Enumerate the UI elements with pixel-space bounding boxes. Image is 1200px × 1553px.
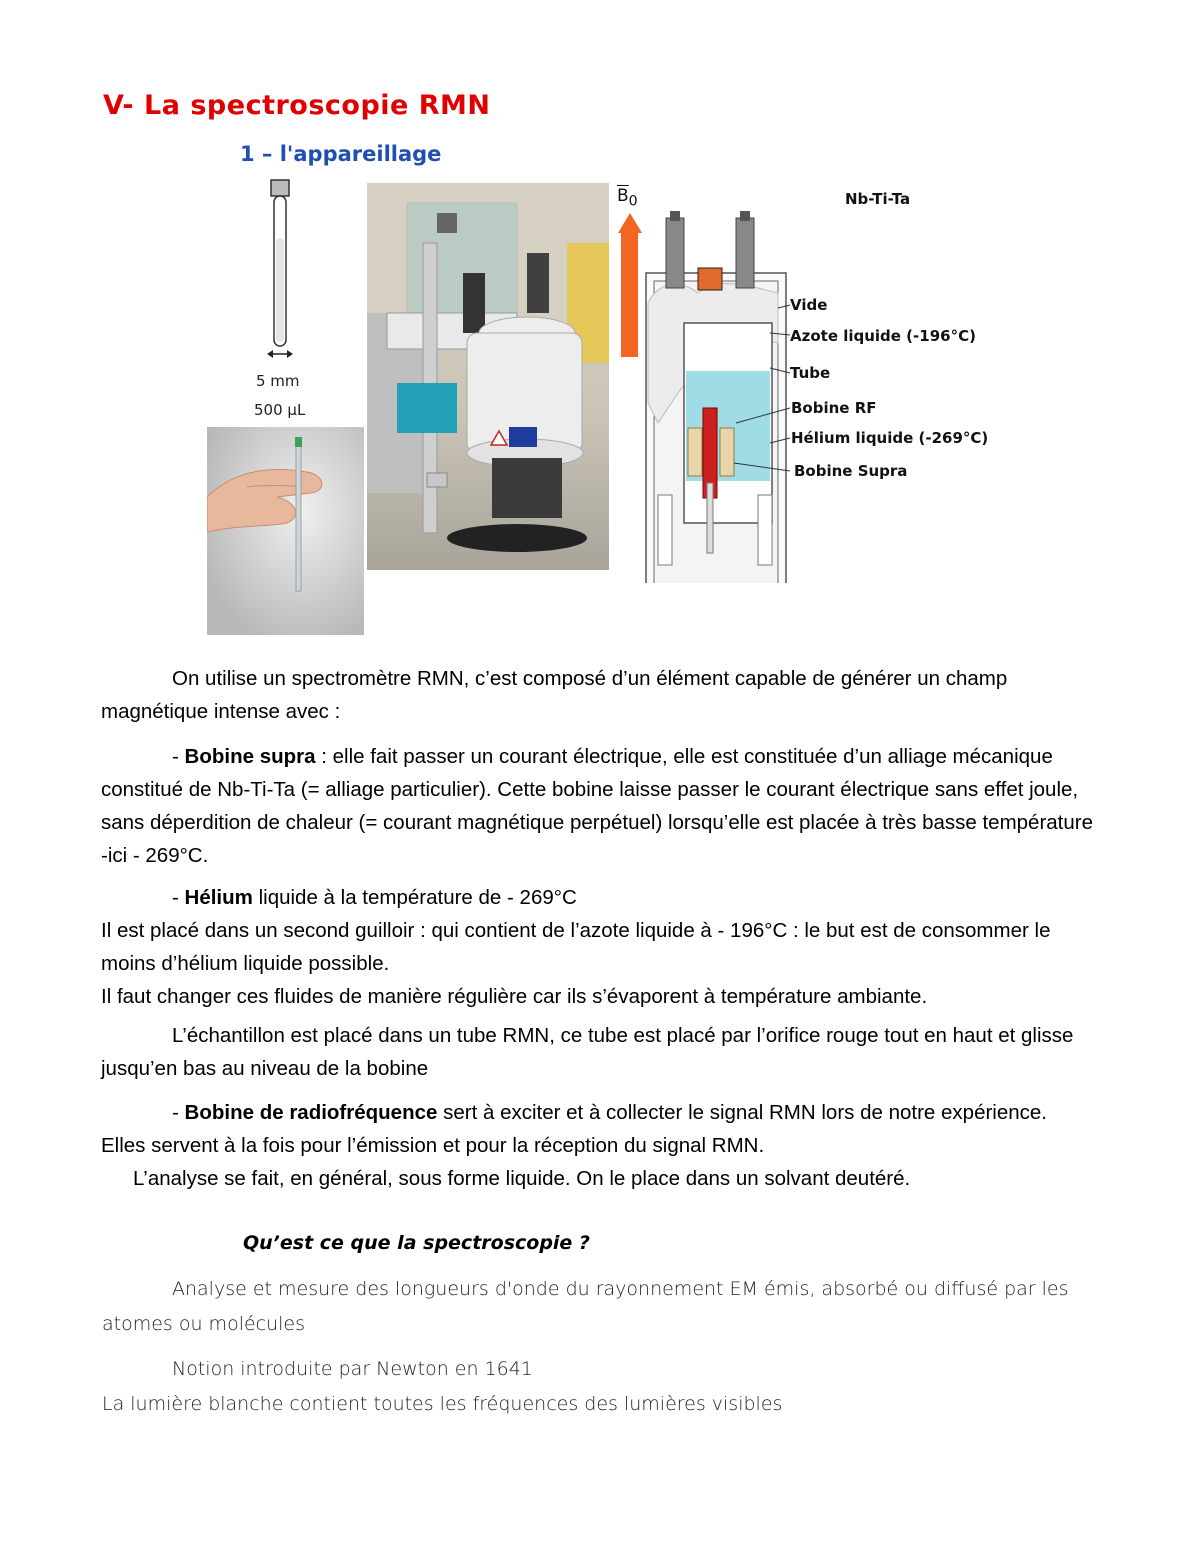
b0-label: $\overline{B}_0$: [617, 186, 638, 210]
tube-size-label: 5 mm: [256, 372, 300, 390]
hand-tube-photo: [207, 427, 364, 635]
paragraph-bobine-rf: - Bobine de radiofréquence sert à exciter et à collecter le signal RMN lors de notre expérience. Elles servent à la fois pour l’émission et pour la réception du signal RMN.: [101, 1101, 1047, 1157]
label-azote: Azote liquide (-196°C): [790, 327, 976, 345]
tube-volume-label: 500 µL: [254, 401, 306, 419]
section-subtitle: 1 – l'appareillage: [240, 142, 442, 166]
label-vide: Vide: [790, 296, 828, 314]
label-tube: Tube: [790, 364, 831, 382]
label-bobine-supra: Bobine Supra: [794, 462, 908, 480]
paragraph-analyse: L’analyse se fait, en général, sous forme liquide. On le place dans un solvant deutéré.: [133, 1167, 911, 1190]
magnet-schematic: [618, 183, 1018, 583]
paragraph-intro: On utilise un spectromètre RMN, c’est composé d’un élément capable de générer un champ magnétique intense avec :: [101, 667, 1008, 723]
paragraph-definition: Analyse et mesure des longueurs d'onde du rayonnement EM émis, absorbé ou diffusé par les atomes ou molécules: [102, 1278, 1069, 1335]
spectrometer-photo: [367, 183, 609, 570]
paragraph-echantillon: L’échantillon est placé dans un tube RMN, ce tube est placé par l’orifice rouge tout en haut et glisse jusqu’en bas au niveau de la bobine: [101, 1024, 1074, 1080]
paragraph-bobine-supra: - Bobine supra : elle fait passer un courant électrique, elle est constituée d’un alliage mécanique constitué de Nb-Ti-Ta (= alliage particulier). Cette bobine laisse passer le courant électrique sans effet joule, sans déperdition de chaleur (= courant magnétique perpétuel) lorsqu’elle est placée à très basse température -ici - 269°C.: [101, 745, 1093, 867]
label-helium: Hélium liquide (-269°C): [791, 429, 989, 447]
page-title: V- La spectroscopie RMN: [103, 90, 491, 121]
paragraph-helium: - Hélium liquide à la température de - 269°C Il est placé dans un second guilloir : qui contient de l’azote liquide à - 196°C : le but est de consommer le moins d’hélium liquide possible. Il faut changer ces fluides de manière régulière car ils s’évaporent à température ambiante.: [101, 886, 1051, 1008]
alloy-label: Nb-Ti-Ta: [845, 190, 911, 208]
b0-arrow: [621, 231, 638, 357]
paragraph-newton: Notion introduite par Newton en 1641 La lumière blanche contient toutes les fréquences des lumières visibles: [102, 1358, 783, 1415]
question-heading: Qu’est ce que la spectroscopie ?: [243, 1232, 590, 1254]
nmr-tube-drawing: [255, 178, 305, 363]
label-bobine-rf: Bobine RF: [791, 399, 877, 417]
